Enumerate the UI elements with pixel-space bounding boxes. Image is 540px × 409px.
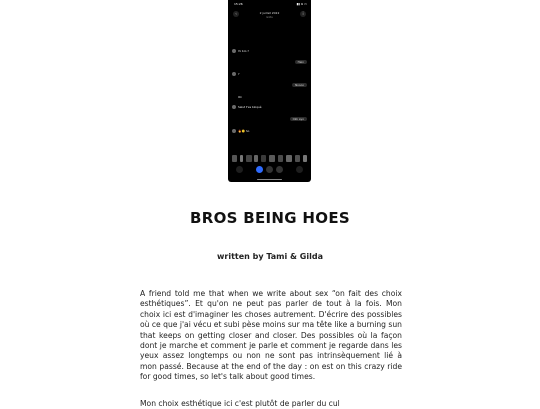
sticker-thumbnail[interactable] [286,155,292,162]
message-incoming: ? [238,72,240,76]
apps-icon[interactable] [256,166,263,173]
avatar [232,49,236,53]
message-incoming: Salut t'es bloqué [238,105,262,109]
composer-bar [228,164,311,176]
phone-screenshot [228,0,311,182]
sticker-thumbnail[interactable] [269,155,275,162]
audio-icon[interactable] [266,166,273,173]
sticker-thumbnail[interactable] [254,155,258,162]
sticker-thumbnail[interactable] [232,155,237,162]
info-icon[interactable]: i [300,11,306,17]
message-incoming: Yo bro ? [238,49,249,53]
article-paragraph: Mon choix esthétique ici c'est plutôt de parler du cul [140,399,340,408]
conversation-contact: Gilda [266,16,273,19]
sticker-row [232,155,307,162]
sticker-thumbnail[interactable] [246,155,252,162]
avatar [232,105,236,109]
sticker-thumbnail[interactable] [295,155,300,162]
sticker-icon[interactable] [276,166,283,173]
avatar [232,129,236,133]
message-outgoing: Hein [295,60,307,64]
avatar [232,72,236,76]
back-icon[interactable]: ‹ [233,11,239,17]
message-incoming: Ok [238,95,242,99]
sticker-thumbnail[interactable] [303,155,307,162]
article-title: BROS BEING HOES [190,209,350,227]
message-outgoing: Noooo [292,83,307,87]
status-icons: ▮▮ ≋ ▭ [296,2,307,6]
message-incoming: 🔥🙂 ho [238,129,250,133]
send-icon[interactable] [296,166,303,173]
article-paragraph: A friend told me that when we write about sex “on fait des choix esthétiques”. Et qu'on ne peut pas parler de tout à la fois. Mon choix ici est d'imaginer les choses autrement. D'écrire des possibles où ce que j'ai vécu et subi pèse moins sur ma tête like a burning sun that keeps on getting closer and closer. Des possibles où la façon dont je marche et comment je parle et comment je regarde dans les yeux assez longtemps ou non ne sont pas intrinsèquement lié à mon passé. Because at the end of the day : on est on this crazy ride for good times, so let's talk about good times. [140,289,402,382]
article-byline: written by Tami & Gilda [217,252,323,261]
camera-icon[interactable] [236,166,243,173]
sticker-thumbnail[interactable] [261,155,266,162]
status-time: 15:26 [234,2,243,6]
conversation-date: 2 juillet 2022 [259,11,280,15]
message-outgoing: Okk ayo [290,117,307,121]
sticker-thumbnail[interactable] [278,155,283,162]
sticker-thumbnail[interactable] [240,155,243,162]
status-bar [234,2,307,7]
home-indicator [257,179,282,180]
